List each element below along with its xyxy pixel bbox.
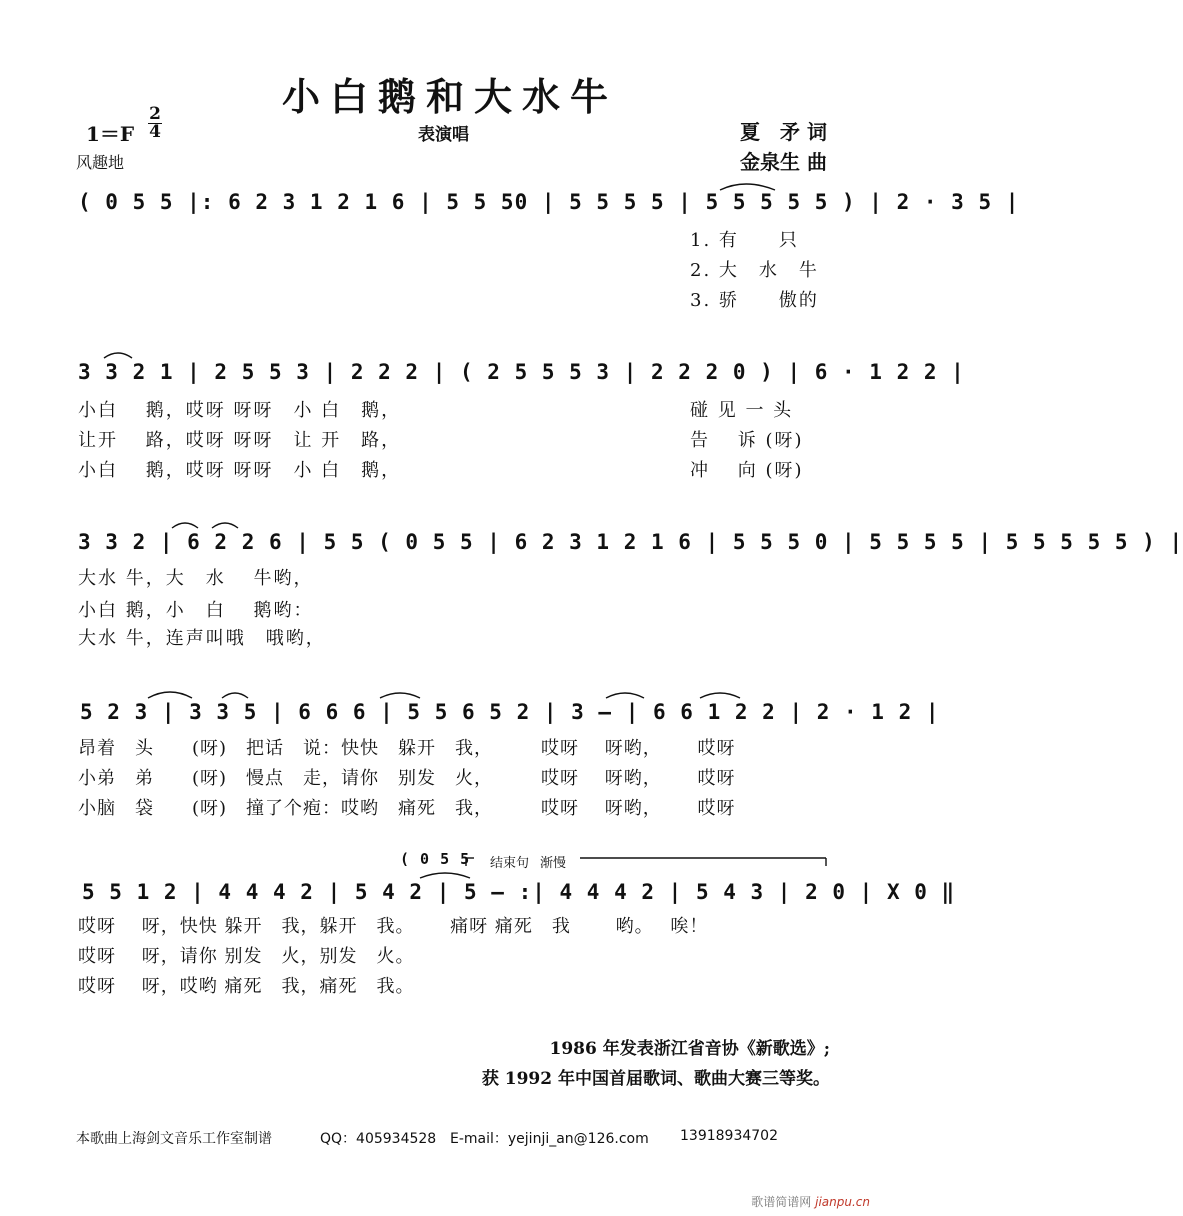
footer-credit: 本歌曲上海剑文音乐工作室制谱 [76, 1131, 272, 1147]
lyric-verse-2-line-5: 哎呀 呀，请你 别发 火，别发 火。 [78, 946, 415, 967]
lyric-verse-1-line-2: 小白 鹅，哎呀 呀呀 小 白 鹅， [78, 400, 402, 421]
footer-phone: 13918934702 [680, 1128, 778, 1144]
ending-tempo: 渐慢 [540, 856, 567, 871]
ending-prefix: ( 0 5 5 [400, 850, 471, 868]
watermark-text: 歌谱简谱网 [751, 1195, 812, 1209]
score-line-1: ( 0 5 5 |: 6 2 3 1 2 1 6 | 5 5 50 | 5 5 5 5 | 5 5 5 5 5 ) | 2 · 3 5 | [78, 190, 1020, 214]
time-signature: 2 4 [149, 104, 161, 142]
song-title: 小白鹅和大水牛 [281, 74, 618, 119]
lyric-verse-2-line-2-end: 告 诉 (呀) [690, 430, 804, 451]
ending-label: 结束句 [490, 856, 530, 871]
lyric-verse-2-line-1: 2. 大 水 牛 [690, 260, 819, 281]
lyric-verse-1-line-1: 1. 有 只 [690, 230, 799, 251]
score-line-3: 3 3 2 | 6 2 2 6 | 5 5 ( 0 5 5 | 6 2 3 1 2 1 6 | 5 5 5 0 | 5 5 5 5 | 5 5 5 5 5 ) | [78, 530, 1183, 554]
lyric-verse-3-line-5: 哎呀 呀，哎哟 痛死 我，痛死 我。 [78, 976, 415, 997]
lyric-verse-1-line-5: 哎呀 呀，快快 躲开 我，躲开 我。 痛呀 痛死 我 哟。 唉！ [78, 916, 709, 937]
lyric-verse-3-line-1: 3. 骄 傲的 [690, 290, 819, 311]
lyric-verse-3-line-3: 大水 牛，连声叫哦 哦哟， [78, 628, 326, 649]
score-line-5: 5 5 1 2 | 4 4 4 2 | 5 4 2 | 5 — :| 4 4 4 2 | 5 4 3 | 2 0 | X 0 ‖ [82, 880, 956, 904]
lyric-verse-1-line-4: 昂着 头 (呀) 把话 说：快快 躲开 我， 哎呀 呀哟， 哎呀 [78, 738, 736, 759]
lyric-verse-1-line-3: 大水 牛，大 水 牛哟， [78, 568, 314, 589]
key-signature: 1＝F [86, 122, 135, 146]
lyric-verse-3-line-2: 小白 鹅，哎呀 呀呀 小 白 鹅， [78, 460, 402, 481]
tempo-marking: 风趣地 [76, 153, 125, 172]
lyric-verse-3-line-2-end: 冲 向 (呀) [690, 460, 804, 481]
publication-note-2: 获 1992 年中国首届歌词、歌曲大赛三等奖。 [481, 1069, 830, 1089]
lyric-verse-2-line-3: 小白 鹅，小 白 鹅哟： [78, 600, 314, 621]
score-line-2: 3 3 2 1 | 2 5 5 3 | 2 2 2 | ( 2 5 5 5 3 | 2 2 2 0 ) | 6 · 1 2 2 | [78, 360, 965, 384]
publication-note-1: 1986 年发表浙江省音协《新歌选》; [549, 1039, 830, 1059]
watermark-domain: jianpu.cn [815, 1195, 870, 1209]
score-line-4: 5 2 3 | 3 3 5 | 6 6 6 | 5 5 6 5 2 | 3 — | 6 6 1 2 2 | 2 · 1 2 | [80, 700, 940, 724]
lyricist: 夏 矛 词 [740, 120, 827, 144]
footer-qq: QQ：405934528 [320, 1131, 437, 1147]
site-watermark [751, 1193, 870, 1210]
performance-style: 表演唱 [418, 125, 469, 145]
lyric-verse-3-line-4: 小脑 袋 (呀) 撞了个疱：哎哟 痛死 我， 哎呀 呀哟， 哎呀 [78, 798, 736, 819]
lyric-verse-2-line-2: 让开 路，哎呀 呀呀 让 开 路， [78, 430, 402, 451]
footer-email: E-mail：yejinji_an@126.com [450, 1131, 649, 1147]
composer: 金泉生 曲 [740, 150, 827, 174]
lyric-verse-1-line-2-end: 碰 见 一 头 [690, 400, 794, 421]
lyric-verse-2-line-4: 小弟 弟 (呀) 慢点 走，请你 别发 火， 哎呀 呀哟， 哎呀 [78, 768, 736, 789]
